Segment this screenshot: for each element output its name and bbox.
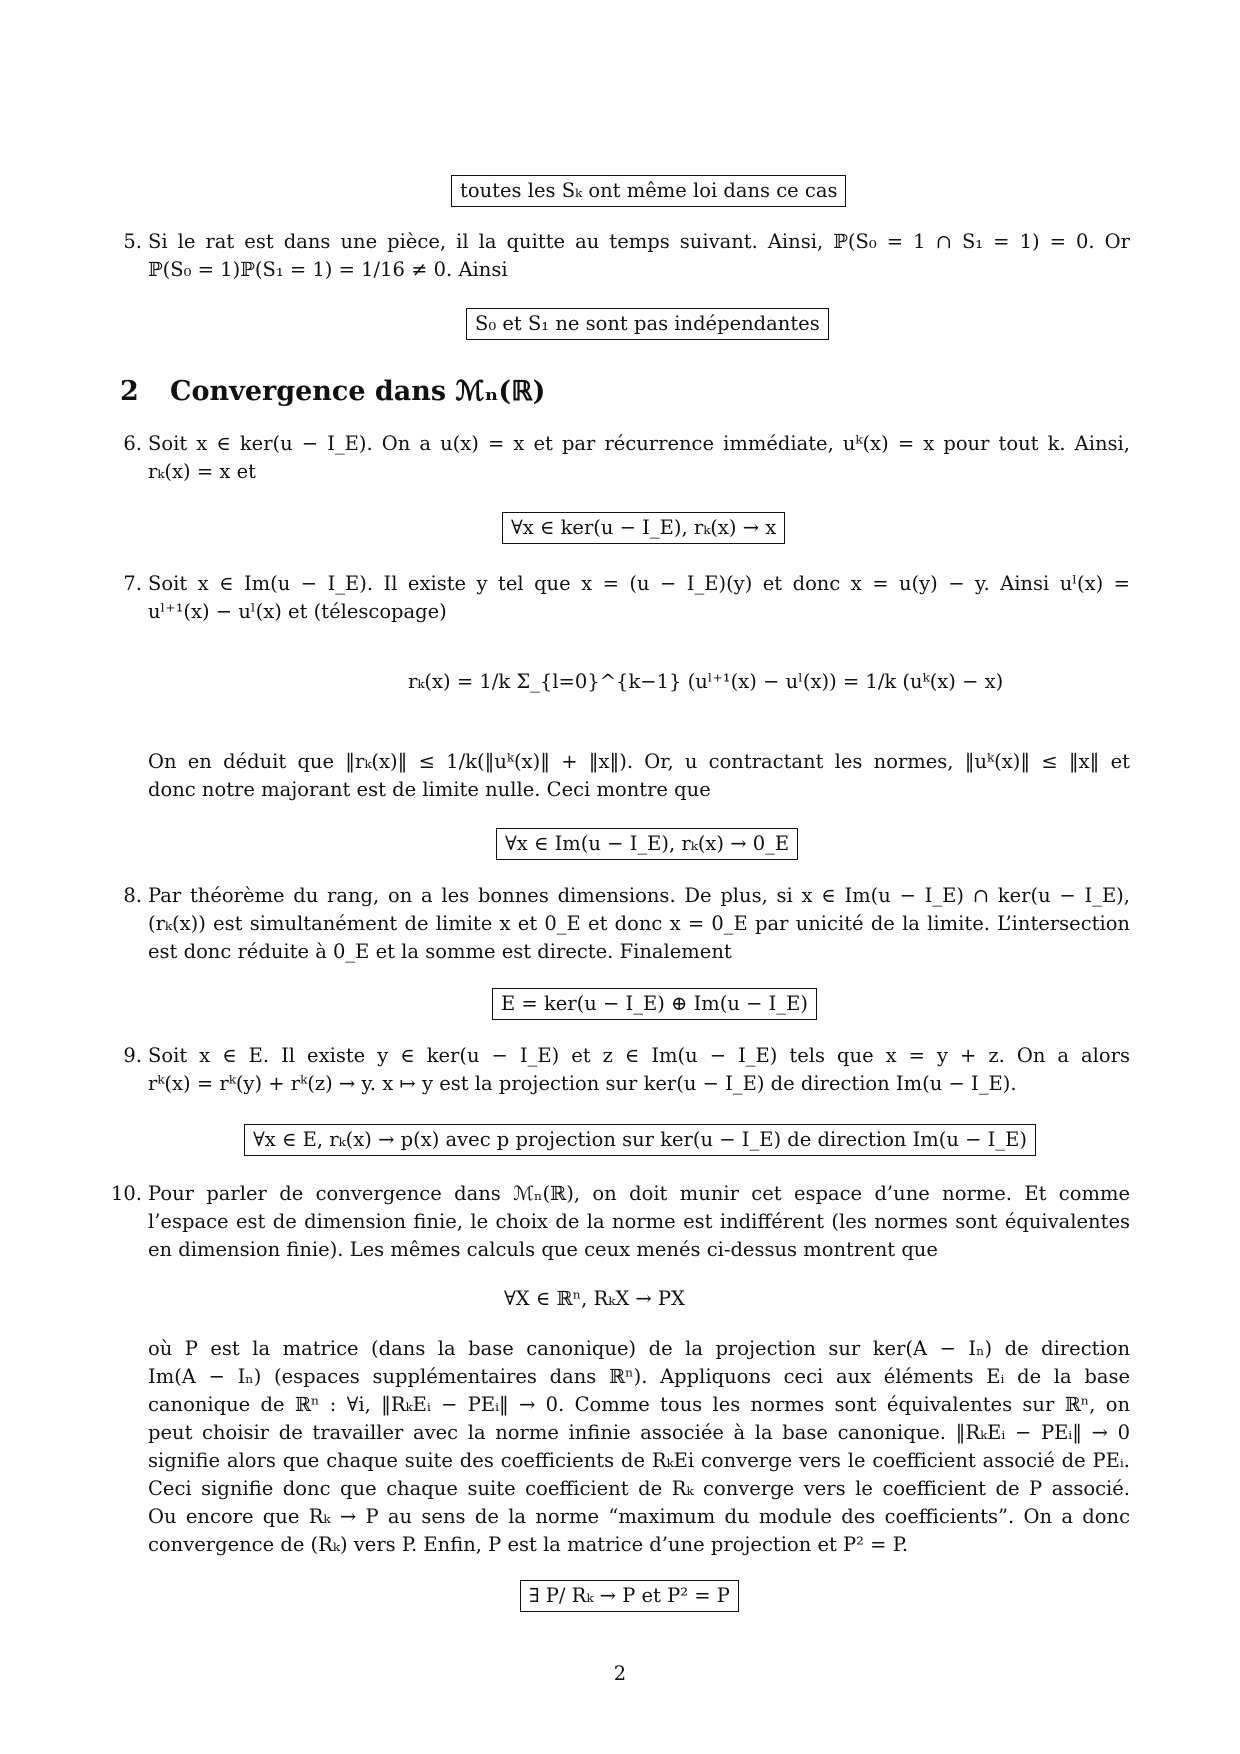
item-line: peut choisir de travailler avec la norme infinie associée à la base canonique. ‖RₖEᵢ − PEᵢ‖ → 0: [148, 1421, 1130, 1444]
page-number: 2: [613, 1662, 627, 1685]
item-10: [110, 1180, 1130, 1264]
item-line: Si le rat est dans une pièce, il la quitte au temps suivant. Ainsi, ℙ(S₀ = 1 ∩ S₁ = 1) = 0. Or: [148, 230, 1130, 253]
result-box-kernel: ∀x ∈ ker(u − I_E), rₖ(x) → x: [502, 512, 785, 544]
item-line: est donc réduite à 0_E et la somme est directe. Finalement: [148, 940, 732, 963]
item-6: [123, 430, 1130, 486]
item-9: [123, 1042, 1130, 1098]
item-line: Soit x ∈ E. Il existe y ∈ ker(u − I_E) et z ∈ Im(u − I_E) tels que x = y + z. On a alors: [148, 1044, 1130, 1067]
item-line: Par théorème du rang, on a les bonnes dimensions. De plus, si x ∈ Im(u − I_E) ∩ ker(u − I_E),: [148, 884, 1130, 907]
item-line: On en déduit que ‖rₖ(x)‖ ≤ 1/k(‖uᵏ(x)‖ + ‖x‖). Or, u contractant les normes, ‖uᵏ(x)‖ ≤ ‖x‖ et: [148, 750, 1130, 773]
item-line: Soit x ∈ Im(u − I_E). Il existe y tel que x = (u − I_E)(y) et donc x = u(y) − y. Ainsi uˡ(x) =: [148, 572, 1130, 595]
item-5: [123, 228, 1130, 284]
item-line: uˡ⁺¹(x) − uˡ(x) et (télescopage): [148, 600, 447, 623]
result-box-independence: S₀ et S₁ ne sont pas indépendantes: [466, 308, 829, 340]
section-number: 2: [120, 376, 139, 407]
item-number: 9.: [123, 1044, 142, 1067]
item-line: Im(A − Iₙ) (espaces supplémentaires dans ℝⁿ). Appliquons ceci aux éléments Eᵢ de la base: [148, 1365, 1130, 1388]
result-box-projection: ∀x ∈ E, rₖ(x) → p(x) avec p projection sur ker(u − I_E) de direction Im(u − I_E): [244, 1124, 1036, 1156]
item-line: en dimension finie). Les mêmes calculs que ceux menés ci-dessus montrent que: [148, 1238, 938, 1261]
section-title: Convergence dans ℳₙ(ℝ): [170, 376, 546, 407]
result-box-image: ∀x ∈ Im(u − I_E), rₖ(x) → 0_E: [496, 828, 798, 860]
item-number: 5.: [123, 230, 142, 253]
result-box-final: ∃ P/ Rₖ → P et P² = P: [520, 1580, 739, 1612]
item-line: signifie alors que chaque suite des coefficients de RₖEi converge vers le coefficient associé de PEᵢ.: [148, 1449, 1130, 1472]
item-line: (rₖ(x)) est simultanément de limite x et 0_E et donc x = 0_E par unicité de la limite. L’intersection: [148, 912, 1130, 935]
item-8: [123, 882, 1130, 966]
item-number: 10.: [110, 1182, 142, 1205]
display-formula-telescoping: rₖ(x) = 1/k Σ_{l=0}^{k−1} (uˡ⁺¹(x) − uˡ(x)) = 1/k (uᵏ(x) − x): [408, 670, 1004, 693]
item-line: canonique de ℝⁿ : ∀i, ‖RₖEᵢ − PEᵢ‖ → 0. Comme tous les normes sont équivalentes sur ℝⁿ, on: [148, 1393, 1130, 1416]
item-line: convergence de (Rₖ) vers P. Enfin, P est la matrice d’une projection et P² = P.: [148, 1533, 909, 1556]
item-line: ℙ(S₀ = 1)ℙ(S₁ = 1) = 1/16 ≠ 0. Ainsi: [148, 258, 508, 281]
item-line: Pour parler de convergence dans ℳₙ(ℝ), on doit munir cet espace d’une norme. Et comme: [148, 1182, 1130, 1205]
item-number: 7.: [123, 572, 142, 595]
item-line: rₖ(x) = x et: [148, 460, 256, 483]
item-line: Soit x ∈ ker(u − I_E). On a u(x) = x et par récurrence immédiate, uᵏ(x) = x pour tout k. Ainsi,: [148, 432, 1130, 455]
item-line: rᵏ(x) = rᵏ(y) + rᵏ(z) → y. x ↦ y est la projection sur ker(u − I_E) de direction Im(u − I_E).: [148, 1072, 1017, 1095]
item-10-continued: [148, 1335, 1130, 1559]
result-box-laws: toutes les Sₖ ont même loi dans ce cas: [451, 175, 846, 207]
item-line: l’espace est de dimension finie, le choix de la norme est indifférent (les normes sont équivalentes: [148, 1210, 1130, 1233]
item-7: [123, 570, 1130, 626]
display-formula-convergence: ∀X ∈ ℝⁿ, RₖX → PX: [504, 1287, 685, 1310]
item-line: où P est la matrice (dans la base canonique) de la projection sur ker(A − Iₙ) de direction: [148, 1337, 1130, 1360]
item-line: Ceci signifie donc que chaque suite coefficient de Rₖ converge vers le coefficient de P associé.: [148, 1477, 1130, 1500]
item-line: donc notre majorant est de limite nulle. Ceci montre que: [148, 778, 711, 801]
item-number: 8.: [123, 884, 142, 907]
section-heading: [120, 378, 545, 406]
item-line: Ou encore que Rₖ → P au sens de la norme “maximum du module des coefficients”. On a donc: [148, 1505, 1130, 1528]
item-number: 6.: [123, 432, 142, 455]
result-box-direct-sum: E = ker(u − I_E) ⊕ Im(u − I_E): [492, 988, 817, 1020]
item-7-continued: [148, 748, 1130, 804]
